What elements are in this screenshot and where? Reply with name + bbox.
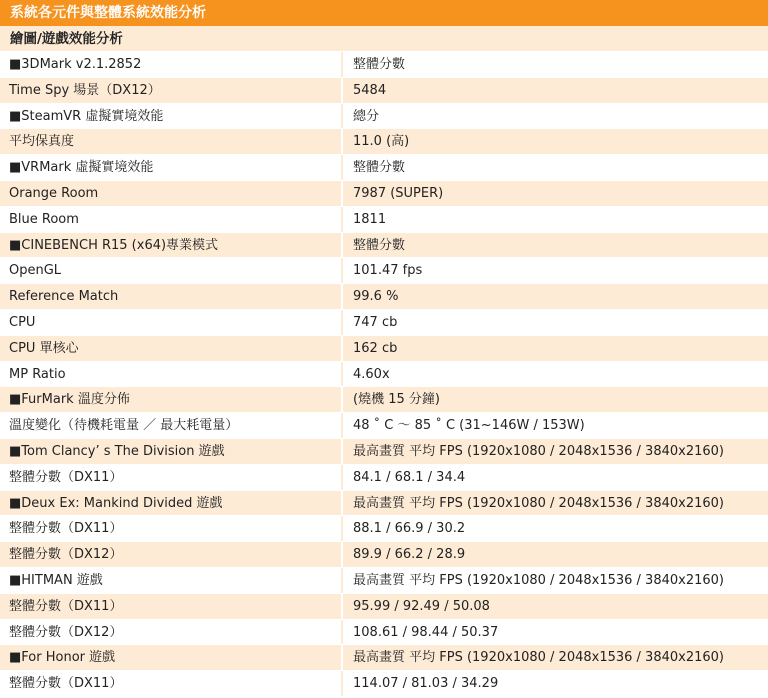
table-group-row xyxy=(0,52,768,78)
row-value: 48 ˚ C ～ 85 ˚ C (31~146W / 153W) xyxy=(343,413,768,438)
row-value: 最高畫質 平均 FPS (1920x1080 / 2048x1536 / 3840x2160) xyxy=(343,439,768,464)
table-group-row xyxy=(0,233,768,259)
table-body xyxy=(0,52,768,697)
row-label: 整體分數（DX11） xyxy=(0,465,343,490)
row-value: 88.1 / 66.9 / 30.2 xyxy=(343,516,768,541)
row-label: ■VRMark 虛擬實境效能 xyxy=(0,155,343,180)
row-label: 整體分數（DX12） xyxy=(0,542,343,567)
row-label: Time Spy 場景（DX12） xyxy=(0,78,343,103)
table-row xyxy=(0,413,768,439)
row-value: 114.07 / 81.03 / 34.29 xyxy=(343,671,768,696)
table-row xyxy=(0,310,768,336)
table-row xyxy=(0,620,768,646)
row-value: 747 cb xyxy=(343,310,768,335)
row-label: ■FurMark 溫度分佈 xyxy=(0,387,343,412)
row-label: ■Deux Ex: Mankind Divided 遊戲 xyxy=(0,491,343,516)
table-row xyxy=(0,594,768,620)
table-row xyxy=(0,465,768,491)
row-label: Orange Room xyxy=(0,181,343,206)
table-row xyxy=(0,516,768,542)
row-value: 整體分數 xyxy=(343,155,768,180)
row-label: ■HITMAN 遊戲 xyxy=(0,568,343,593)
row-label: 溫度變化（待機耗電量 ／ 最大耗電量） xyxy=(0,413,343,438)
row-label: OpenGL xyxy=(0,258,343,283)
row-value: 89.9 / 66.2 / 28.9 xyxy=(343,542,768,567)
row-label: 整體分數（DX12） xyxy=(0,620,343,645)
table-row xyxy=(0,542,768,568)
row-label: ■CINEBENCH R15 (x64)專業模式 xyxy=(0,233,343,258)
row-label: CPU 單核心 xyxy=(0,336,343,361)
table-group-row xyxy=(0,439,768,465)
row-label: Blue Room xyxy=(0,207,343,232)
row-label: CPU xyxy=(0,310,343,335)
row-label: 整體分數（DX11） xyxy=(0,516,343,541)
table-group-row xyxy=(0,491,768,517)
row-label: ■For Honor 遊戲 xyxy=(0,645,343,670)
row-label: 平均保真度 xyxy=(0,129,343,154)
table-title: 系統各元件與整體系統效能分析 xyxy=(0,0,768,26)
row-value: 99.6 % xyxy=(343,284,768,309)
row-value: 4.60x xyxy=(343,362,768,387)
table-row xyxy=(0,284,768,310)
row-value: 95.99 / 92.49 / 50.08 xyxy=(343,594,768,619)
row-value: 整體分數 xyxy=(343,52,768,77)
row-value: 108.61 / 98.44 / 50.37 xyxy=(343,620,768,645)
table-row xyxy=(0,258,768,284)
row-label: MP Ratio xyxy=(0,362,343,387)
row-value: 總分 xyxy=(343,104,768,129)
row-label: ■3DMark v2.1.2852 xyxy=(0,52,343,77)
table-group-row xyxy=(0,387,768,413)
section-heading: 繪圖/遊戲效能分析 xyxy=(0,26,768,52)
table-group-row xyxy=(0,645,768,671)
row-value: 11.0 (高) xyxy=(343,129,768,154)
table-group-row xyxy=(0,568,768,594)
table-row xyxy=(0,78,768,104)
row-value: 5484 xyxy=(343,78,768,103)
table-row xyxy=(0,181,768,207)
row-value: 7987 (SUPER) xyxy=(343,181,768,206)
row-value: (燒機 15 分鐘) xyxy=(343,387,768,412)
row-value: 84.1 / 68.1 / 34.4 xyxy=(343,465,768,490)
row-label: ■Tom Clancy’ s The Division 遊戲 xyxy=(0,439,343,464)
table-row xyxy=(0,207,768,233)
row-label: ■SteamVR 虛擬實境效能 xyxy=(0,104,343,129)
row-label: 整體分數（DX11） xyxy=(0,594,343,619)
table-row xyxy=(0,336,768,362)
table-row xyxy=(0,362,768,388)
table-group-row xyxy=(0,104,768,130)
table-group-row xyxy=(0,155,768,181)
table-row xyxy=(0,671,768,697)
row-value: 162 cb xyxy=(343,336,768,361)
row-value: 101.47 fps xyxy=(343,258,768,283)
row-label: Reference Match xyxy=(0,284,343,309)
row-value: 最高畫質 平均 FPS (1920x1080 / 2048x1536 / 3840x2160) xyxy=(343,491,768,516)
row-value: 1811 xyxy=(343,207,768,232)
row-label: 整體分數（DX11） xyxy=(0,671,343,696)
table-row xyxy=(0,129,768,155)
row-value: 最高畫質 平均 FPS (1920x1080 / 2048x1536 / 3840x2160) xyxy=(343,645,768,670)
row-value: 最高畫質 平均 FPS (1920x1080 / 2048x1536 / 3840x2160) xyxy=(343,568,768,593)
row-value: 整體分數 xyxy=(343,233,768,258)
